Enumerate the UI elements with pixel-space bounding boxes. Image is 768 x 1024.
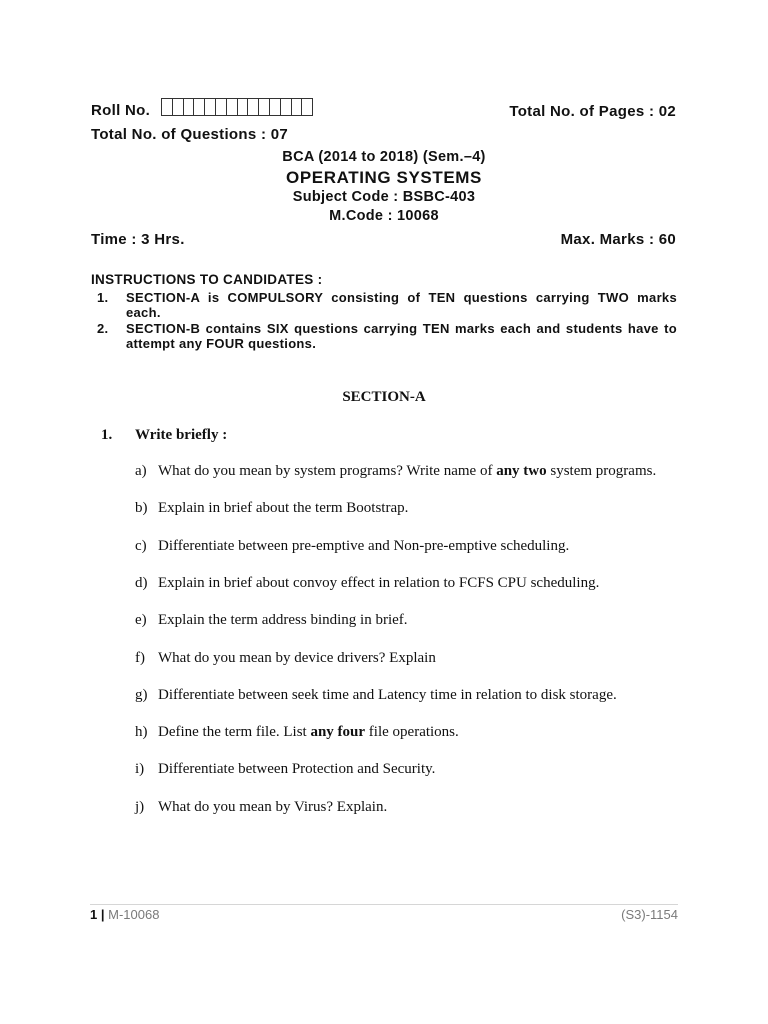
- instruction-text: SECTION-B contains SIX questions carrying TEN marks each and students have to attempt any FOUR questions.: [126, 321, 677, 351]
- sub-question-label: j): [135, 798, 145, 815]
- question-text: Write briefly :: [135, 427, 228, 443]
- sub-question-text: [158, 575, 599, 592]
- sub-question-label: b): [135, 500, 148, 517]
- footer-divider: [90, 904, 678, 905]
- footer-mcode: M-10068: [108, 907, 160, 922]
- instruction-number: 2.: [97, 321, 109, 336]
- footer-page-number: 1 |: [90, 907, 105, 922]
- sub-question-label: h): [135, 724, 148, 741]
- sub-question-text-part: system programs.: [546, 463, 657, 479]
- sub-question-text-part: What do you mean by device drivers? Explain: [158, 649, 436, 666]
- sub-question-text-part: Differentiate between Protection and Security.: [158, 761, 436, 778]
- sub-question-text-part: file operations.: [365, 724, 459, 741]
- sub-question-text: [158, 500, 408, 517]
- instructions-heading: INSTRUCTIONS TO CANDIDATES :: [91, 272, 323, 287]
- sub-question-text: [158, 799, 387, 816]
- question-number: 1.: [101, 427, 113, 443]
- section-title: SECTION-A: [342, 389, 426, 405]
- sub-question: [135, 687, 617, 704]
- sub-question-text-part: What do you mean by system programs? Write name of: [158, 463, 497, 479]
- total-pages: Total No. of Pages : 02: [509, 103, 676, 120]
- sub-question-text-part: Explain the term address binding in brief.: [158, 612, 408, 629]
- instruction-text: SECTION-A is COMPULSORY consisting of TEN questions carrying TWO marks each.: [126, 290, 677, 320]
- exam-time: Time : 3 Hrs.: [91, 231, 185, 248]
- footer-left: [90, 907, 159, 922]
- sub-question-label: a): [135, 463, 147, 479]
- roll-number-box: [301, 98, 313, 116]
- sub-question-text-part: Explain in brief about convoy effect in relation to FCFS CPU scheduling.: [158, 574, 600, 591]
- instruction-number: 1.: [97, 290, 109, 305]
- footer-code: (S3)-1154: [621, 907, 678, 922]
- roll-number-boxes: [161, 98, 312, 116]
- question-heading: [101, 427, 227, 444]
- sub-question-text-part: Explain in brief about the term Bootstrap.: [158, 500, 409, 517]
- instruction-item: [97, 321, 677, 351]
- subject-code: Subject Code : BSBC-403: [292, 189, 476, 205]
- sub-question-text: [158, 687, 617, 704]
- sub-question: [135, 538, 569, 555]
- sub-question-text-part: What do you mean by Virus? Explain.: [158, 798, 388, 815]
- instruction-item: [97, 290, 677, 320]
- course-info: BCA (2014 to 2018) (Sem.–4): [282, 149, 486, 165]
- sub-question-text: [158, 612, 408, 629]
- sub-question-emphasis: any four: [310, 724, 366, 741]
- sub-question-text: [158, 463, 656, 480]
- sub-question: [135, 650, 436, 667]
- total-questions: Total No. of Questions : 07: [91, 126, 288, 143]
- sub-question: [135, 500, 408, 517]
- sub-question-text: [158, 724, 459, 741]
- sub-question: [135, 761, 435, 778]
- sub-question-label: f): [135, 649, 145, 666]
- sub-question-text: [158, 761, 435, 778]
- max-marks: Max. Marks : 60: [560, 231, 676, 248]
- sub-question-text: [158, 538, 569, 555]
- sub-question: [135, 799, 387, 816]
- sub-question: [135, 612, 408, 629]
- sub-question-label: c): [135, 537, 147, 554]
- sub-question-label: e): [135, 612, 147, 629]
- sub-question-text-part: Define the term file. List: [158, 724, 311, 741]
- sub-question: [135, 463, 656, 480]
- subject-title: OPERATING SYSTEMS: [286, 168, 482, 187]
- sub-question: [135, 575, 599, 592]
- sub-question-text-part: Differentiate between pre-emptive and Non-pre-emptive scheduling.: [158, 537, 570, 554]
- sub-question-label: d): [135, 574, 148, 591]
- sub-question-emphasis: any two: [496, 463, 547, 479]
- sub-question-text: [158, 650, 436, 667]
- m-code: M.Code : 10068: [329, 208, 439, 224]
- roll-number-label: Roll No.: [91, 102, 151, 119]
- sub-question-label: g): [135, 686, 148, 703]
- sub-question-label: i): [135, 761, 145, 778]
- sub-question-text-part: Differentiate between seek time and Latency time in relation to disk storage.: [158, 686, 617, 703]
- sub-question: [135, 724, 459, 741]
